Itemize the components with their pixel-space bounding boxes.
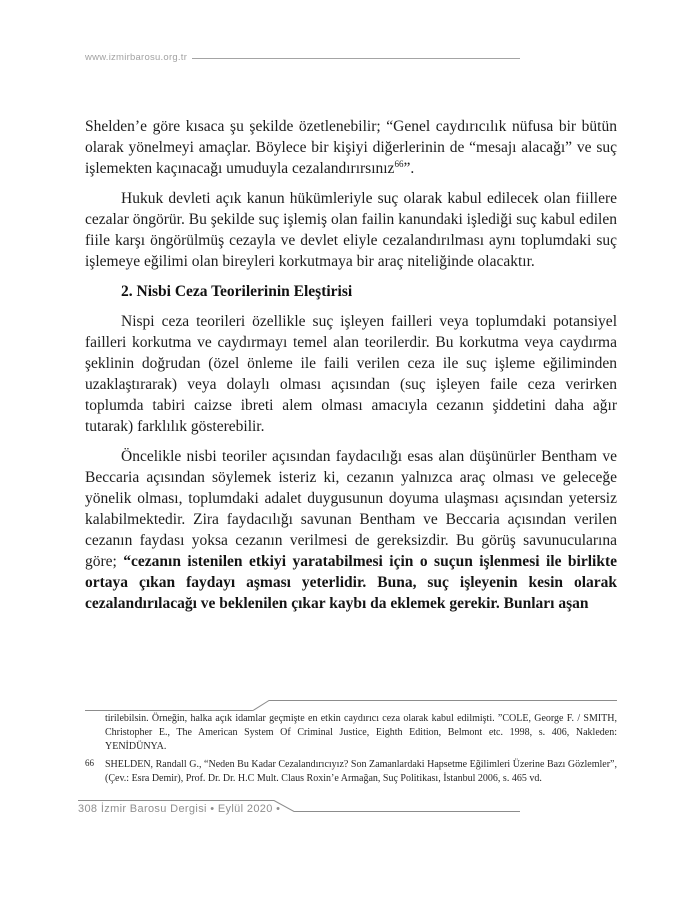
website-url: www.izmirbarosu.org.tr xyxy=(85,52,188,63)
paragraph-2: Hukuk devleti açık kanun hükümleriyle suç olarak kabul edilecek olan fiillere cezalar öngörür. Bu şekilde suç işlemiş olan failin kanundaki işlediği suç kabul edilen fiile karşı öngörülmüş cezayla ve devlet eliyle cezalandırılması aynı toplumdaki suç işlemeye eğilimi olan bireyleri korkutmaya bir araç niteliğinde olacaktır. xyxy=(85,190,617,270)
paragraph-1-text: Shelden’e göre kısaca şu şekilde özetlenebilir; “Genel caydırıcılık nüfusa bir bütün olarak yönelmeyi amaçlar. Böylece bir kişiyi diğerlerinin de “mesajı alacağı” ve suç işlemekten kaçınacağı umuduyla cezalandırırsınız xyxy=(85,118,617,177)
section-heading: 2. Nisbi Ceza Teorilerinin Eleştirisi xyxy=(121,283,353,300)
paragraph-4-text: Öncelikle nisbi teoriler açısından faydacılığı esas alan düşünürler Bentham ve Beccaria açısından söylemek isteriz ki, cezanın yalnızca araç olması ve geleceğe yönelik olması, toplumdaki adalet duygusunun doyuma ulaşması açısından yetersiz kalabilmektedir. Zira faydacılığı savunan Bentham ve Beccaria açısından verilen cezanın faydası yoksa cezanın verilmesi de gereksizdir. Bu görüş savunucularına göre; xyxy=(85,448,617,570)
body-text xyxy=(85,116,617,623)
page-footer xyxy=(78,803,280,815)
page-number: 308 xyxy=(78,803,98,815)
footnote-ref-66: 66 xyxy=(394,158,404,169)
footnotes-section xyxy=(85,712,617,791)
footnote-continuation xyxy=(85,712,617,753)
footnote-66-number: 66 xyxy=(85,758,94,769)
header-rule xyxy=(192,58,520,59)
paragraph-4 xyxy=(85,446,617,614)
journal-info: İzmir Barosu Dergisi • Eylül 2020 • xyxy=(100,803,281,815)
paragraph-3: Nispi ceza teorileri özellikle suç işleyen failleri veya toplumdaki potansiyel failleri korkutma ve caydırmayı temel alan teorilerdir. Bu korkutma veya caydırma şeklinin doğrudan (özel önleme ile faili verilen ceza ile suç işleme eğiliminden uzaklaştırarak) veya dolaylı olması açısından (suç işleyen faile ceza verirken toplumda tabiri caizse ibreti alem olması amacıyla cezanın şiddetini daha ağır tutarak) farklılık gösterebilir. xyxy=(85,313,617,435)
footnote-66-text: SHELDEN, Randall G., “Neden Bu Kadar Cezalandırıcıyız? Son Zamanlardaki Hapsetme Eğilimleri Üzerine Bazı Gözlemler”, (Çev.: Esra Demir), Prof. Dr. Dr. H.C Mult. Claus Roxin’e Armağan, Suç Politikası, İstanbul 2006, s. 465 vd. xyxy=(105,759,617,785)
footnote-66 xyxy=(85,758,617,786)
footnote-separator xyxy=(85,699,617,712)
paragraph-1 xyxy=(85,116,617,179)
paragraph-4-bold-quote: “cezanın istenilen etkiyi yaratabilmesi için o suçun işlenmesi ile birlikte ortaya çıkan faydayı aşması yeterlidir. Buna, suç işleyenin kesin olarak cezalandırılacağı ve beklenilen çıkar kaybı da eklemek gerekir. Bunları aşan xyxy=(85,553,617,612)
page-header xyxy=(85,52,520,63)
footnote-continuation-text: tirilebilsin. Örneğin, halka açık idamlar geçmişte en etkin caydırıcı ceza olarak kabul edilmişti. ”COLE, George F. / SMITH, Christopher E., The American System Of Criminal Justice, Eighth Edition, Belmont etc. 1998, s. 406, Nakleden: YENİDÜNYA. xyxy=(105,713,617,752)
paragraph-1-closing: ”. xyxy=(403,160,415,177)
